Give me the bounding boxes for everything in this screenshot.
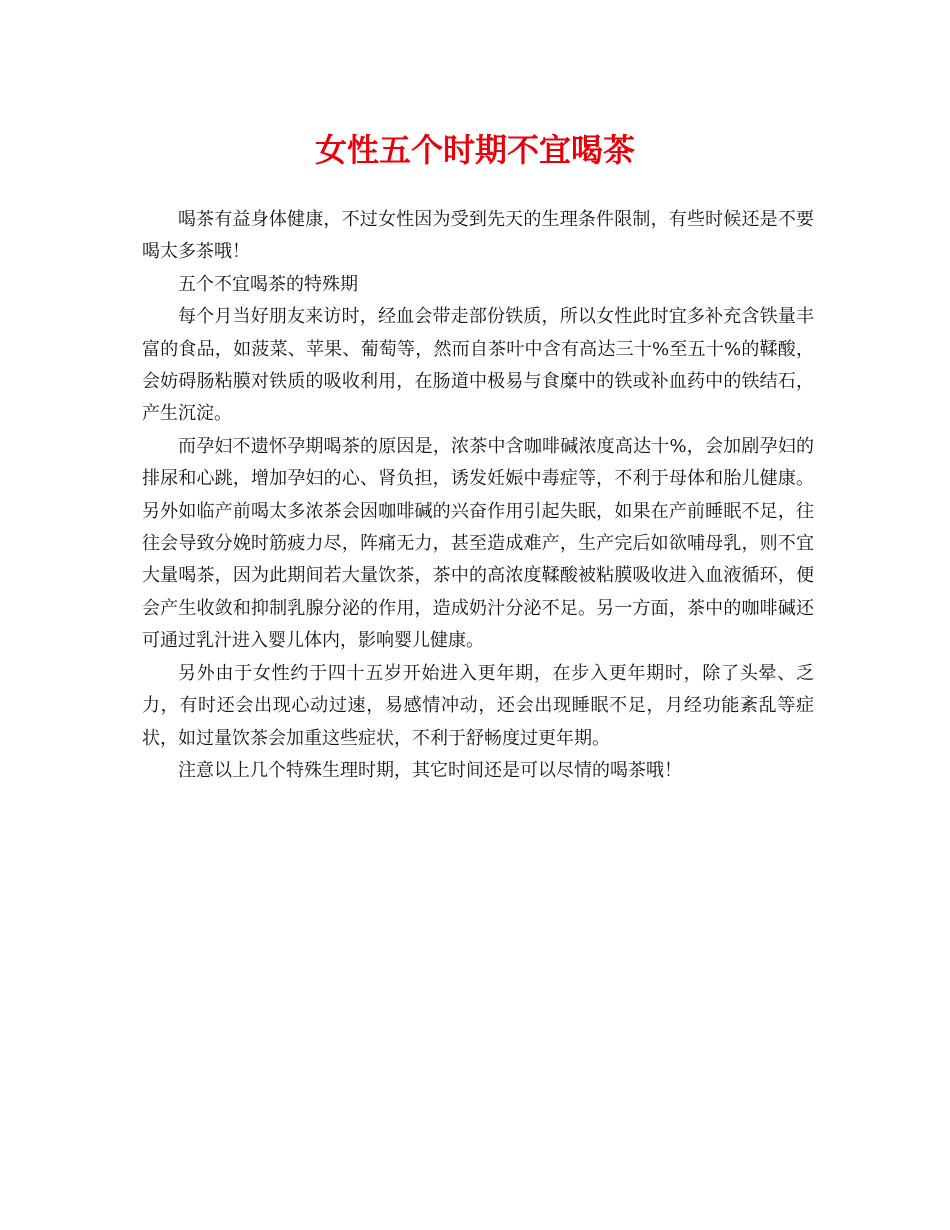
paragraph-intro: 喝茶有益身体健康，不过女性因为受到先天的生理条件限制，有些时候还是不要喝太多茶哦！ — [142, 209, 814, 263]
paragraph-menstruation: 每个月当好朋友来访时，经血会带走部份铁质，所以女性此时宜多补充含铁量丰富的食品，如菠菜、苹果、葡萄等，然而自茶叶中含有高达三十%至五十%的鞣酸，会妨碍肠粘膜对铁质的吸收利用，在肠道中极易与食糜中的铁或补血药中的铁结石，产生沉淀。 — [142, 306, 814, 425]
document-title: 女性五个时期不宜喝茶 — [314, 131, 635, 169]
paragraph-conclusion: 注意以上几个特殊生理时期，其它时间还是可以尽情的喝茶哦！ — [178, 759, 682, 781]
paragraph-pregnancy: 而孕妇不遗怀孕期喝茶的原因是，浓茶中含咖啡碱浓度高达十%，会加剧孕妇的排尿和心跳，增加孕妇的心、肾负担，诱发妊娠中毒症等，不利于母体和胎儿健康。另外如临产前喝太多浓茶会因咖啡碱的兴奋作用引起失眠，如果在产前睡眠不足，往往会导致分娩时筋疲力尽，阵痛无力，甚至造成难产，生产完后如欲哺母乳，则不宜大量喝茶，因为此期间若大量饮茶，茶中的高浓度鞣酸被粘膜吸收进入血液循环，便会产生收敛和抑制乳腺分泌的作用，造成奶汁分泌不足。另一方面，茶中的咖啡碱还可通过乳汁进入婴儿体内，影响婴儿健康。 — [142, 435, 814, 652]
paragraph-menopause: 另外由于女性约于四十五岁开始进入更年期，在步入更年期时，除了头晕、乏力，有时还会出现心动过速，易感情冲动，还会出现睡眠不足，月经功能紊乱等症状，如过量饮茶会加重这些症状，不利于舒畅度过更年期。 — [142, 662, 814, 749]
paragraph-subheading: 五个不宜喝茶的特殊期 — [178, 273, 358, 295]
document-body — [142, 204, 814, 787]
